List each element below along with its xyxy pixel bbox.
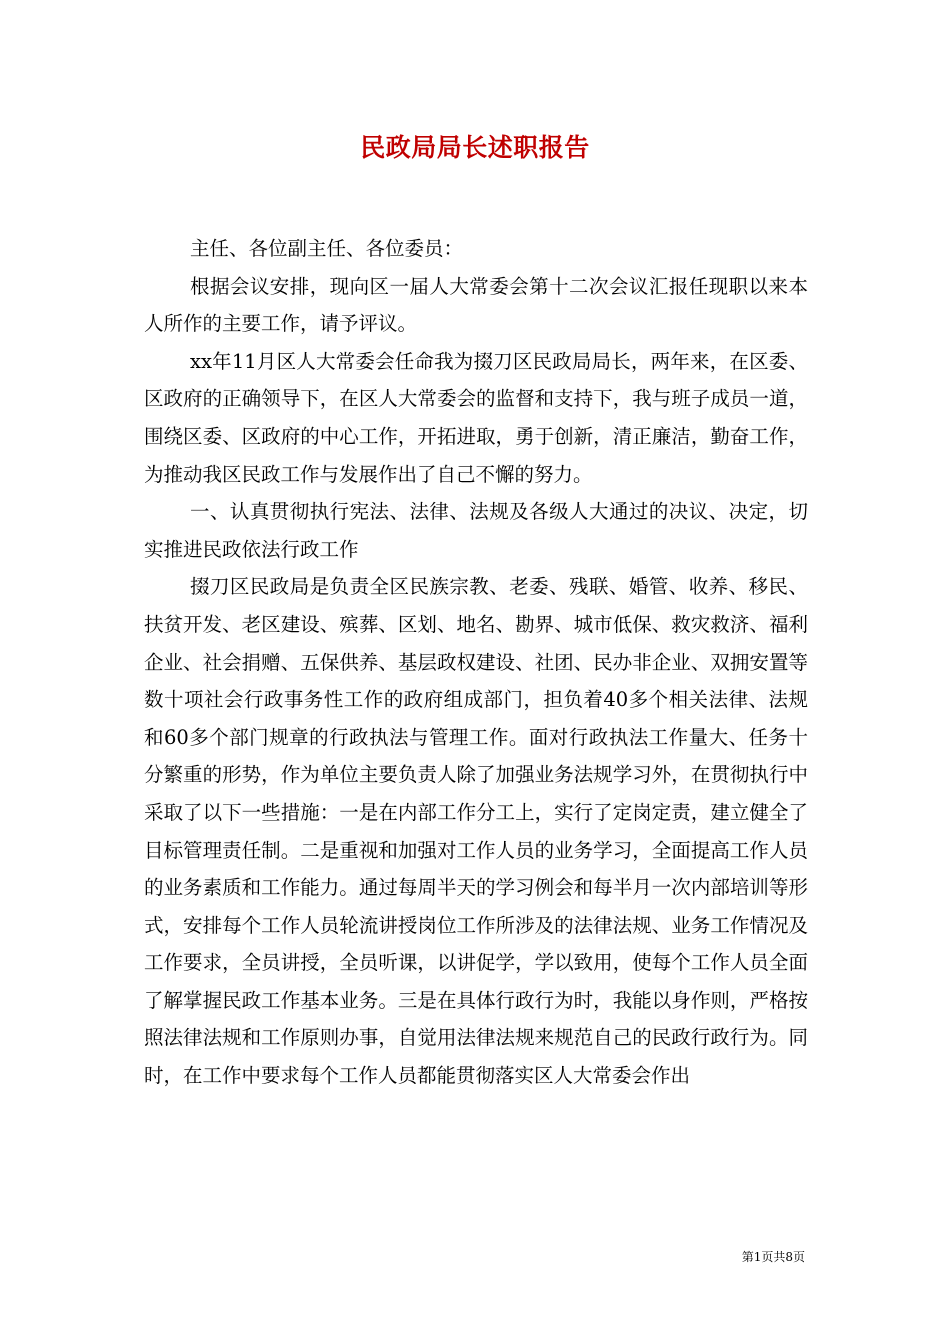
salutation: 主任、各位副主任、各位委员： — [190, 237, 464, 260]
paragraph-intro: 根据会议安排，现向区一届人大常委会第十二次会议汇报任现职以来本人所作的主要工作，请予评议。 — [144, 274, 808, 336]
section-heading-1: 一、认真贯彻执行宪法、法律、法规及各级人大通过的决议、决定，切实推进民政依法行政工作 — [144, 500, 808, 561]
document-body — [144, 230, 808, 1095]
paragraph-appointment: xx年11月区人大常委会任命我为掇刀区民政局局长，两年来，在区委、区政府的正确领导下，在区人大常委会的监督和支持下，我与班子成员一道，围绕区委、区政府的中心工作，开拓进取，勇于创新，清正廉洁，勤奋工作，为推动我区民政工作与发展作出了自己不懈的努力。 — [144, 349, 808, 486]
document-title: 民政局局长述职报告 — [360, 133, 590, 162]
paragraph-duties: 掇刀区民政局是负责全区民族宗教、老委、残联、婚管、收养、移民、扶贫开发、老区建设、殡葬、区划、地名、勘界、城市低保、救灾救济、福利企业、社会捐赠、五保供养、基层政权建设、社团、民办非企业、双拥安置等数十项社会行政事务性工作的政府组成部门，担负着40多个相关法律、法规和60多个部门规章的行政执法与管理工作。面对行政执法工作量大、任务十分繁重的形势，作为单位主要负责人除了加强业务法规学习外，在贯彻执行中采取了以下一些措施：一是在内部工作分工上，实行了定岗定责，建立健全了目标管理责任制。二是重视和加强对工作人员的业务学习，全面提高工作人员的业务素质和工作能力。通过每周半天的学习例会和每半月一次内部培训等形式，安排每个工作人员轮流讲授岗位工作所涉及的法律法规、业务工作情况及工作要求，全员讲授，全员听课，以讲促学，学以致用，使每个工作人员全面了解掌握民政工作基本业务。三是在具体行政行为时，我能以身作则，严格按照法律法规和工作原则办事，自觉用法律法规来规范自己的民政行政行为。同时，在工作中要求每个工作人员都能贯彻落实区人大常委会作出 — [144, 575, 808, 1088]
page-number: 第1页共8页 — [741, 1250, 805, 1264]
